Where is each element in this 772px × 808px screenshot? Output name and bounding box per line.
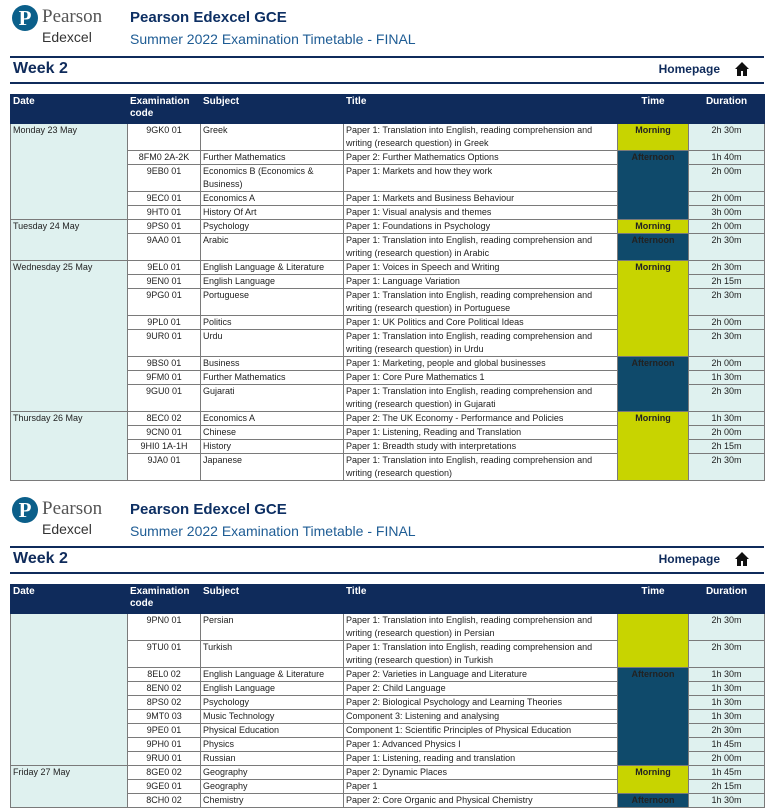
exam-code-cell: 9AA0 01 (128, 234, 201, 261)
exam-code-cell: 9UR0 01 (128, 330, 201, 357)
exam-code-cell: 8GE0 02 (128, 766, 201, 780)
date-cell: Monday 23 May (11, 124, 128, 220)
title-cell: Paper 1: Markets and how they work (344, 165, 618, 192)
subject-cell: Economics A (201, 412, 344, 426)
pearson-logo (12, 497, 122, 541)
duration-cell: 2h 00m (689, 752, 765, 766)
subject-cell: Japanese (201, 454, 344, 481)
exam-code-cell: 9PN0 01 (128, 614, 201, 641)
col-header-time: Time (618, 95, 689, 124)
exam-code-cell: 9MT0 03 (128, 710, 201, 724)
duration-cell: 2h 00m (689, 426, 765, 440)
timetable-table (10, 94, 765, 481)
exam-code-cell: 9TU0 01 (128, 641, 201, 668)
duration-cell: 1h 30m (689, 710, 765, 724)
duration-cell: 2h 30m (689, 234, 765, 261)
table-row (11, 614, 765, 641)
title-cell: Paper 1: Advanced Physics I (344, 738, 618, 752)
time-slot-cell: Afternoon (618, 668, 689, 766)
exam-code-cell: 9GK0 01 (128, 124, 201, 151)
duration-cell: 2h 15m (689, 275, 765, 289)
subject-cell: English Language & Literature (201, 261, 344, 275)
subject-cell: Economics B (Economics & Business) (201, 165, 344, 192)
duration-cell: 2h 30m (689, 641, 765, 668)
exam-code-cell: 8FM0 2A-2K (128, 151, 201, 165)
exam-code-cell: 9GU0 01 (128, 385, 201, 412)
duration-cell: 2h 00m (689, 220, 765, 234)
duration-cell: 2h 30m (689, 261, 765, 275)
exam-code-cell: 9PS0 01 (128, 220, 201, 234)
title-cell: Paper 1: Marketing, people and global businesses (344, 357, 618, 371)
page-title: Pearson Edexcel GCE (130, 501, 287, 518)
page-header (0, 0, 772, 52)
subject-cell: Music Technology (201, 710, 344, 724)
exam-code-cell: 9PL0 01 (128, 316, 201, 330)
title-cell: Paper 1: Translation into English, reading comprehension and writing (research question) in Persian (344, 614, 618, 641)
col-header-date: Date (11, 95, 128, 124)
title-cell: Paper 1: Translation into English, reading comprehension and writing (research question) in Gujarati (344, 385, 618, 412)
subject-cell: Geography (201, 766, 344, 780)
duration-cell: 2h 30m (689, 724, 765, 738)
duration-cell: 2h 00m (689, 165, 765, 192)
duration-cell: 2h 30m (689, 124, 765, 151)
time-slot-cell: Morning (618, 220, 689, 234)
col-header-title: Title (344, 585, 618, 614)
time-slot-cell: Afternoon (618, 794, 689, 808)
duration-cell: 1h 45m (689, 766, 765, 780)
subject-cell: Business (201, 357, 344, 371)
col-header-date: Date (11, 585, 128, 614)
exam-code-cell: 9PE0 01 (128, 724, 201, 738)
duration-cell: 2h 30m (689, 385, 765, 412)
title-cell: Paper 1: Language Variation (344, 275, 618, 289)
week-bar (10, 56, 764, 84)
time-slot-cell: Afternoon (618, 234, 689, 261)
subject-cell: Greek (201, 124, 344, 151)
pearson-logo (12, 5, 122, 49)
exam-code-cell: 9GE0 01 (128, 780, 201, 794)
table-row (11, 124, 765, 151)
logo-sub: Edexcel (42, 29, 92, 45)
time-slot-cell: Morning (618, 412, 689, 481)
title-cell: Paper 1: Listening, reading and translation (344, 752, 618, 766)
page-subtitle: Summer 2022 Examination Timetable - FINAL (130, 31, 416, 47)
page-header (0, 492, 772, 544)
exam-code-cell: 8EL0 02 (128, 668, 201, 682)
time-slot-cell: Afternoon (618, 357, 689, 412)
exam-code-cell: 8EC0 02 (128, 412, 201, 426)
duration-cell: 2h 30m (689, 289, 765, 316)
table-row (11, 261, 765, 275)
col-header-time: Time (618, 585, 689, 614)
date-cell: Tuesday 24 May (11, 220, 128, 261)
subject-cell: Geography (201, 780, 344, 794)
page-subtitle: Summer 2022 Examination Timetable - FINAL (130, 523, 416, 539)
subject-cell: Arabic (201, 234, 344, 261)
subject-cell: Psychology (201, 696, 344, 710)
title-cell: Paper 2: Core Organic and Physical Chemistry (344, 794, 618, 808)
title-cell: Paper 2: Biological Psychology and Learning Theories (344, 696, 618, 710)
title-cell: Paper 1: Translation into English, reading comprehension and writing (research question) in Portuguese (344, 289, 618, 316)
subject-cell: English Language & Literature (201, 668, 344, 682)
title-cell: Paper 1 (344, 780, 618, 794)
duration-cell: 2h 00m (689, 316, 765, 330)
logo-name: Pearson (42, 498, 103, 519)
exam-code-cell: 9EL0 01 (128, 261, 201, 275)
title-cell: Paper 1: Translation into English, reading comprehension and writing (research question) in Urdu (344, 330, 618, 357)
duration-cell: 1h 30m (689, 682, 765, 696)
time-slot-cell (618, 614, 689, 668)
time-slot-cell: Morning (618, 766, 689, 794)
duration-cell: 1h 30m (689, 696, 765, 710)
title-cell: Paper 1: Translation into English, reading comprehension and writing (research question) in Turkish (344, 641, 618, 668)
table-header-row (11, 95, 765, 124)
exam-code-cell: 9PH0 01 (128, 738, 201, 752)
exam-code-cell: 9EB0 01 (128, 165, 201, 192)
page-title: Pearson Edexcel GCE (130, 9, 287, 26)
title-cell: Paper 1: Voices in Speech and Writing (344, 261, 618, 275)
homepage-link[interactable]: Homepage (658, 62, 720, 76)
exam-code-cell: 9FM0 01 (128, 371, 201, 385)
title-cell: Paper 1: Foundations in Psychology (344, 220, 618, 234)
exam-code-cell: 9BS0 01 (128, 357, 201, 371)
subject-cell: Chinese (201, 426, 344, 440)
title-cell: Paper 1: Breadth study with interpretations (344, 440, 618, 454)
subject-cell: Psychology (201, 220, 344, 234)
exam-code-cell: 9HT0 01 (128, 206, 201, 220)
subject-cell: Chemistry (201, 794, 344, 808)
time-slot-cell: Morning (618, 261, 689, 357)
home-icon[interactable] (734, 61, 750, 77)
week-bar (10, 546, 764, 574)
logo-sub: Edexcel (42, 521, 92, 537)
duration-cell: 1h 45m (689, 738, 765, 752)
exam-code-cell: 9CN0 01 (128, 426, 201, 440)
subject-cell: Economics A (201, 192, 344, 206)
duration-cell: 1h 30m (689, 412, 765, 426)
duration-cell: 1h 30m (689, 794, 765, 808)
title-cell: Paper 2: Further Mathematics Options (344, 151, 618, 165)
exam-code-cell: 9HI0 1A-1H (128, 440, 201, 454)
title-cell: Paper 2: Dynamic Places (344, 766, 618, 780)
subject-cell: Gujarati (201, 385, 344, 412)
duration-cell: 1h 30m (689, 371, 765, 385)
table-row (11, 220, 765, 234)
title-cell: Paper 1: Core Pure Mathematics 1 (344, 371, 618, 385)
week-title: Week 2 (13, 60, 68, 77)
subject-cell: Portuguese (201, 289, 344, 316)
col-header-subject: Subject (201, 95, 344, 124)
table-body (11, 124, 765, 481)
title-cell: Paper 2: The UK Economy - Performance and Policies (344, 412, 618, 426)
subject-cell: Further Mathematics (201, 371, 344, 385)
timetable-page-2 (0, 492, 772, 805)
logo-name: Pearson (42, 6, 103, 27)
duration-cell: 3h 00m (689, 206, 765, 220)
title-cell: Paper 1: Translation into English, reading comprehension and writing (research question) in Arabic (344, 234, 618, 261)
col-header-code: Examination code (128, 585, 201, 614)
exam-code-cell: 9EN0 01 (128, 275, 201, 289)
date-cell: Thursday 26 May (11, 412, 128, 481)
time-slot-cell: Morning (618, 124, 689, 151)
subject-cell: Russian (201, 752, 344, 766)
title-cell: Paper 1: UK Politics and Core Political Ideas (344, 316, 618, 330)
table-row (11, 412, 765, 426)
exam-code-cell: 8CH0 02 (128, 794, 201, 808)
date-cell: Friday 27 May (11, 766, 128, 808)
date-cell: Wednesday 25 May (11, 261, 128, 412)
title-cell: Paper 1: Listening, Reading and Translation (344, 426, 618, 440)
date-cell (11, 614, 128, 766)
duration-cell: 1h 40m (689, 151, 765, 165)
title-cell: Component 1: Scientific Principles of Physical Education (344, 724, 618, 738)
home-icon[interactable] (734, 551, 750, 567)
table-row (11, 766, 765, 780)
title-cell: Component 3: Listening and analysing (344, 710, 618, 724)
duration-cell: 2h 00m (689, 192, 765, 206)
subject-cell: Physical Education (201, 724, 344, 738)
title-cell: Paper 1: Translation into English, reading comprehension and writing (research question) in Greek (344, 124, 618, 151)
title-cell: Paper 1: Markets and Business Behaviour (344, 192, 618, 206)
subject-cell: Politics (201, 316, 344, 330)
subject-cell: Physics (201, 738, 344, 752)
time-slot-cell: Afternoon (618, 151, 689, 220)
duration-cell: 1h 30m (689, 668, 765, 682)
exam-code-cell: 9RU0 01 (128, 752, 201, 766)
subject-cell: History Of Art (201, 206, 344, 220)
title-cell: Paper 2: Child Language (344, 682, 618, 696)
subject-cell: Turkish (201, 641, 344, 668)
duration-cell: 2h 30m (689, 330, 765, 357)
col-header-duration: Duration (689, 585, 765, 614)
subject-cell: Urdu (201, 330, 344, 357)
exam-code-cell: 9PG0 01 (128, 289, 201, 316)
subject-cell: Persian (201, 614, 344, 641)
exam-code-cell: 9JA0 01 (128, 454, 201, 481)
table-header-row (11, 585, 765, 614)
exam-code-cell: 8EN0 02 (128, 682, 201, 696)
exam-code-cell: 9EC0 01 (128, 192, 201, 206)
duration-cell: 2h 00m (689, 357, 765, 371)
subject-cell: History (201, 440, 344, 454)
subject-cell: Further Mathematics (201, 151, 344, 165)
exam-code-cell: 8PS0 02 (128, 696, 201, 710)
duration-cell: 2h 15m (689, 780, 765, 794)
pearson-logo-icon: P (12, 497, 38, 523)
duration-cell: 2h 30m (689, 614, 765, 641)
title-cell: Paper 1: Visual analysis and themes (344, 206, 618, 220)
homepage-link[interactable]: Homepage (658, 552, 720, 566)
week-title: Week 2 (13, 550, 68, 567)
subject-cell: English Language (201, 275, 344, 289)
col-header-duration: Duration (689, 95, 765, 124)
col-header-title: Title (344, 95, 618, 124)
col-header-code: Examination code (128, 95, 201, 124)
pearson-logo-icon: P (12, 5, 38, 31)
duration-cell: 2h 15m (689, 440, 765, 454)
duration-cell: 2h 30m (689, 454, 765, 481)
col-header-subject: Subject (201, 585, 344, 614)
timetable-table (10, 584, 765, 808)
title-cell: Paper 2: Varieties in Language and Literature (344, 668, 618, 682)
title-cell: Paper 1: Translation into English, reading comprehension and writing (research question) (344, 454, 618, 481)
subject-cell: English Language (201, 682, 344, 696)
table-body (11, 614, 765, 808)
